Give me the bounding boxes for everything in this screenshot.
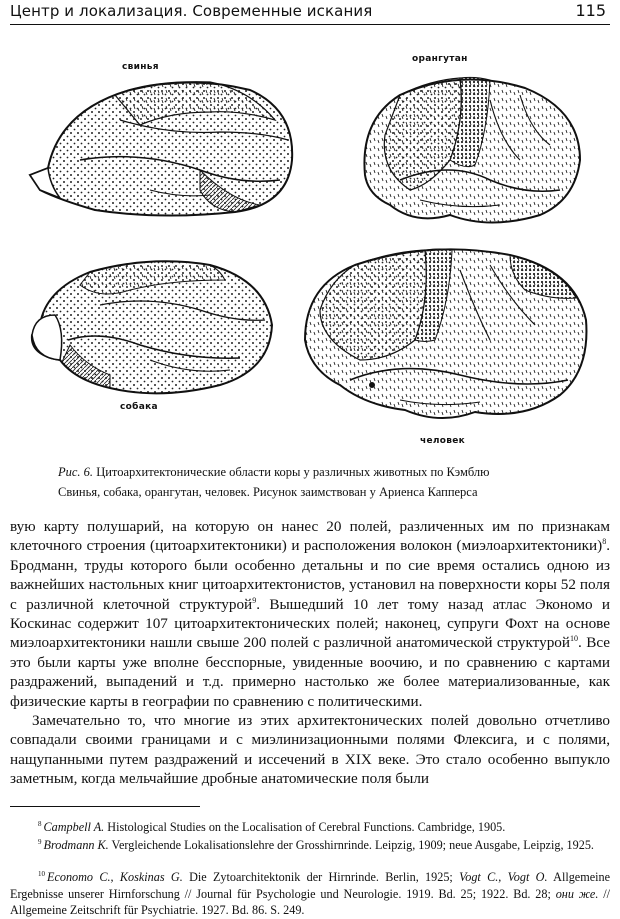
footnote-10-number: 10 bbox=[38, 870, 45, 878]
footnote-10-text-2: Allgemeine Ergebnisse unserer Hirnforschung // Journal für Psychologie und Neurologie. 1919. Bd. 25; 1922. Bd. 28; bbox=[10, 870, 610, 901]
label-pig: свинья bbox=[122, 62, 159, 72]
page-number: 115 bbox=[575, 1, 606, 20]
footnote-10-ibid: они же. bbox=[555, 886, 599, 901]
footnote-8-author: Campbell A. bbox=[43, 820, 105, 835]
running-title: Центр и локализация. Современные искания bbox=[10, 2, 373, 20]
human-brain bbox=[305, 249, 586, 418]
p1-segment-3: . Вышедший 10 лет тому назад атлас Экономо и Коскинас содержит 107 цитоархитектонических полей; наконец, супруги Фохт на основе миэлоархитектоники нашли свыше 200 полей с различной анатомической структурой bbox=[10, 595, 610, 652]
footnote-10-text-1: Die Zytoarchitektonik der Hirnrinde. Berlin, 1925; bbox=[182, 870, 460, 885]
footnote-8-number: 8 bbox=[38, 820, 42, 828]
footnote-ref-10[interactable]: 10 bbox=[570, 634, 579, 644]
footnote-divider bbox=[10, 806, 200, 807]
paragraph-2: Замечательно то, что многие из этих архитектонических полей довольно отчетливо совпадали своими границами и с миэлинизационными полями Флексига, и с полями, нащупанными путем раздражений и иссечений в XIX веке. Это стало особенно выпукло заметным, когда мельчайшие дробные анатомические поля были bbox=[10, 712, 610, 788]
caption-line-1 bbox=[58, 462, 578, 482]
footnote-10 bbox=[10, 866, 610, 919]
footnote-8 bbox=[10, 816, 610, 836]
dog-brain bbox=[32, 261, 272, 393]
footnote-10-author-2: Vogt C., Vogt O. bbox=[459, 870, 548, 885]
figure-caption bbox=[58, 462, 578, 502]
footnote-9-author: Brodmann K. bbox=[43, 838, 109, 853]
footnote-8-text: Histological Studies on the Localisation of Cerebral Functions. Cambridge, 1905. bbox=[104, 820, 506, 835]
brain-illustrations bbox=[20, 40, 600, 460]
label-human: человек bbox=[420, 436, 466, 446]
label-dog: собака bbox=[120, 402, 158, 412]
footnote-9-number: 9 bbox=[38, 838, 42, 846]
label-orangutan: орангутан bbox=[412, 54, 468, 64]
footnote-10-author: Economo C., Koskinas G. bbox=[47, 870, 183, 885]
paragraph-1 bbox=[10, 517, 610, 711]
footnote-9 bbox=[10, 834, 610, 854]
footnote-ref-8[interactable]: 8 bbox=[602, 537, 607, 547]
footnote-ref-9[interactable]: 9 bbox=[252, 595, 257, 605]
footnote-9-text: Vergleichende Lokalisationslehre der Grosshirnrinde. Leipzig, 1909; neue Ausgabe, Leipzig, 1925. bbox=[108, 838, 594, 853]
p1-segment-2: . Бродманн, труды которого были особенно детальны и по сие время остались одною из важнейших настольных книг цитоархитектонистов, установил на поверхности коры 52 поля с различной клеточной структурой bbox=[10, 537, 610, 613]
pig-brain bbox=[30, 82, 292, 216]
orangutan-brain bbox=[364, 77, 580, 222]
running-header bbox=[10, 0, 610, 25]
p1-segment-4: . Все это были карты уже вполне бесспорные, увиденные воочию, и по сравнению с картами раздражений, выпадений и т.д. примерно настолько же более материализованные, как физические карты в географии по сравнению с политическими. bbox=[10, 634, 610, 710]
p1-segment-1: вую карту полушарий, на которую он нанес 20 полей, различенных им по признакам клеточного строения (цитоархитектоники) и расположения волокон (миэлоархитектоники) bbox=[10, 518, 610, 555]
footnote-10-text-3: // Allgemeine Zeitschrift für Psychiatrie. 1927. Bd. 86. S. 249. bbox=[10, 886, 611, 918]
brain-figure bbox=[20, 40, 600, 460]
caption-ref: Рис. 6. bbox=[58, 465, 94, 479]
body-text bbox=[10, 517, 610, 789]
caption-text-1: Цитоархитектонические области коры у различных животных по Кэмблю bbox=[96, 465, 490, 479]
caption-line-2: Свинья, собака, орангутан, человек. Рисунок заимствован у Ариенса Капперса bbox=[58, 485, 478, 499]
